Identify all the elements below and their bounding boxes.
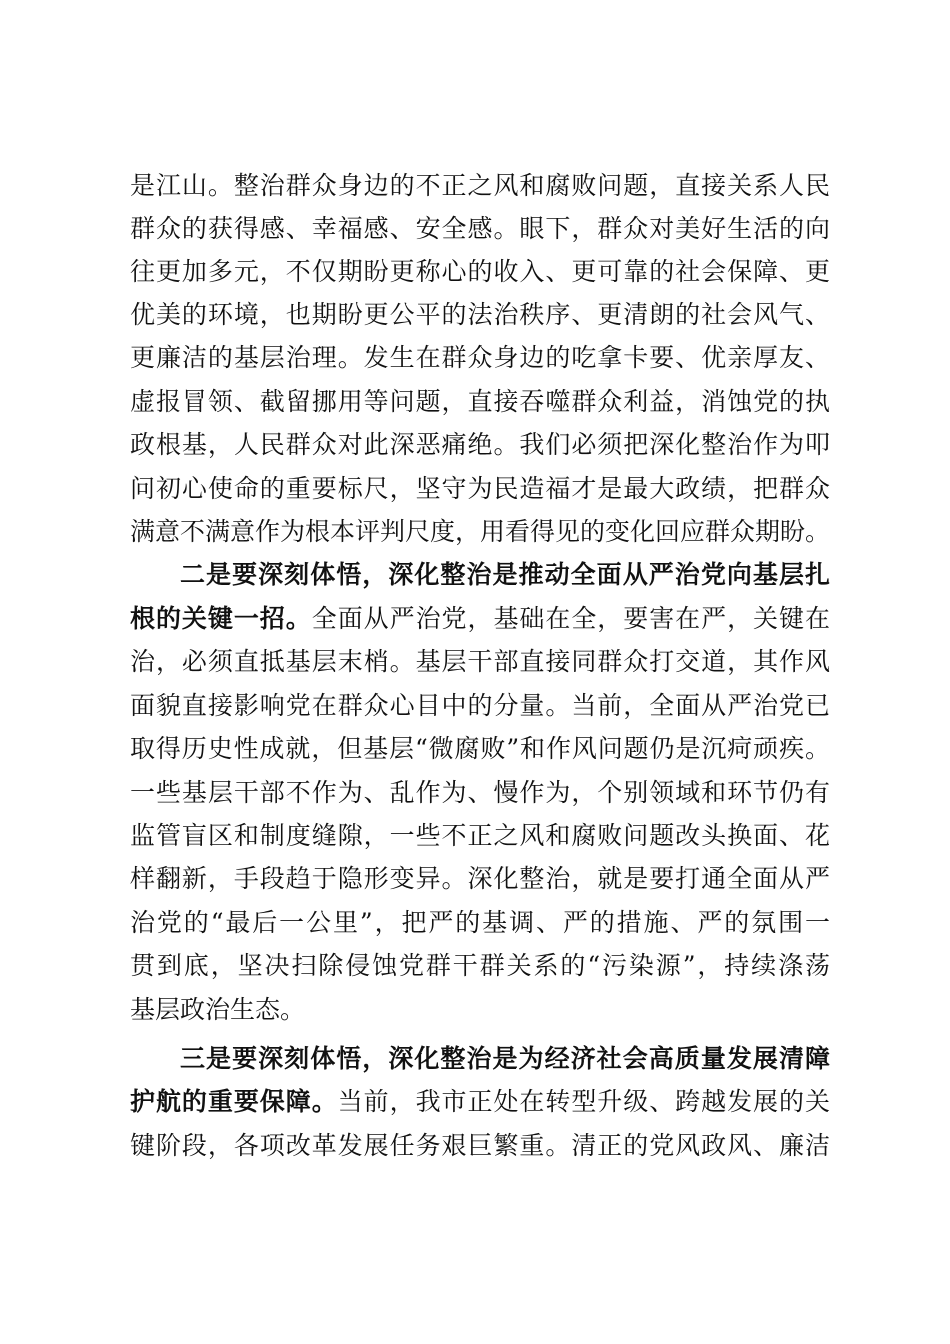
body-text-line: 样翻新，手段趋于隐形变异。深化整治，就是要打通全面从严 (130, 864, 830, 893)
section-heading-text: 根的关键一招。 (130, 604, 312, 633)
section-heading-line: 二是要深刻体悟，深化整治是推动全面从严治党向基层扎 (180, 560, 830, 589)
section-heading-line: 三是要深刻体悟，深化整治是为经济社会高质量发展清障 (180, 1044, 830, 1073)
body-text-line: 更廉洁的基层治理。发生在群众身边的吃拿卡要、优亲厚友、 (130, 343, 830, 372)
body-text-line: 优美的环境，也期盼更公平的法治秩序、更清朗的社会风气、 (130, 300, 830, 329)
body-text-line: 满意不满意作为根本评判尺度，用看得见的变化回应群众期盼。 (130, 517, 831, 546)
section-heading-text: 护航的重要保障。 (130, 1087, 338, 1116)
body-text-line: 治，必须直抵基层末梢。基层干部直接同群众打交道，其作风 (130, 647, 830, 676)
body-text-line: 群众的获得感、幸福感、安全感。眼下，群众对美好生活的向 (130, 214, 830, 243)
body-text-line: 是江山。整治群众身边的不正之风和腐败问题，直接关系人民 (130, 171, 830, 200)
body-text-line: 治党的“最后一公里”，把严的基调、严的措施、严的氛围一 (130, 908, 830, 937)
body-text-line: 贯到底，坚决扫除侵蚀党群干群关系的“污染源”，持续涤荡 (130, 951, 830, 980)
body-text-line: 监管盲区和制度缝隙，一些不正之风和腐败问题改头换面、花 (130, 821, 830, 850)
body-text-line: 面貌直接影响党在群众心目中的分量。当前，全面从严治党已 (130, 691, 830, 720)
body-text-line: 往更加多元，不仅期盼更称心的收入、更可靠的社会保障、更 (130, 257, 830, 286)
body-text: 当前，我市正处在转型升级、跨越发展的关 (337, 1087, 830, 1116)
body-text-line: 政根基，人民群众对此深恶痛绝。我们必须把深化整治作为叩 (130, 430, 830, 459)
mixed-text-line (130, 1082, 830, 1122)
mixed-text-line (130, 599, 830, 639)
body-text-line: 基层政治生态。 (130, 995, 306, 1024)
body-text-line: 取得历史性成就，但基层“微腐败”和作风问题仍是沉疴顽疾。 (130, 734, 830, 763)
body-text-line: 键阶段，各项改革发展任务艰巨繁重。清正的党风政风、廉洁 (130, 1131, 830, 1160)
body-text: 全面从严治党，基础在全，要害在严，关键在 (311, 604, 830, 633)
body-text-line: 虚报冒领、截留挪用等问题，直接吞噬群众利益，消蚀党的执 (130, 387, 830, 416)
body-text-line: 问初心使命的重要标尺，坚守为民造福才是最大政绩，把群众 (130, 474, 830, 503)
body-text-line: 一些基层干部不作为、乱作为、慢作为，个别领域和环节仍有 (130, 778, 830, 807)
